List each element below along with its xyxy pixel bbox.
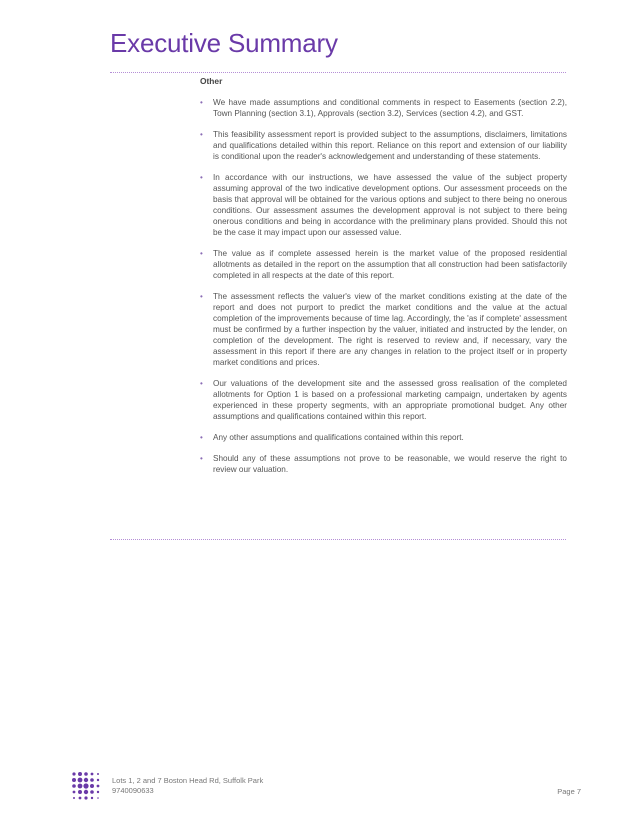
bullet-text: Our valuations of the development site and the assessed gross realisation of the completed allotments for Option 1 is based on a professional marketing campaign, undertaken by agents experienced in these property segments, with an appropriate promotional budget. Any other assumptions and qualifications contained within this report. — [213, 379, 567, 421]
bullet-text: In accordance with our instructions, we have assessed the value of the subject property assuming approval of the two indicative development options. Our assessment proceeds on the basis that approval will be obtained for the various options and subject to there being no onerous conditions. Our assessment assumes the development approval is not subject to there being onerous conditions and being in accordance with the preliminary plans provided. Should this not be the case it may impact upon our assessed value. — [213, 173, 567, 237]
page-title: Executive Summary — [110, 28, 338, 58]
list-item — [200, 129, 567, 162]
bullet-icon: • — [200, 292, 203, 301]
list-item — [200, 291, 567, 368]
footer-info — [112, 776, 263, 795]
other-section — [200, 76, 567, 485]
list-item — [200, 248, 567, 281]
top-divider — [110, 72, 566, 73]
section-heading: Other — [200, 76, 223, 86]
bullet-icon: • — [200, 249, 203, 258]
bullet-icon: • — [200, 130, 203, 139]
list-item — [200, 453, 567, 475]
bullet-icon: • — [200, 454, 203, 463]
page-number: Page 7 — [557, 787, 581, 796]
bullet-icon: • — [200, 433, 203, 442]
dot-grid-logo-icon — [70, 770, 102, 802]
bullet-icon: • — [200, 173, 203, 182]
footer-reference: 9740090633 — [112, 785, 154, 795]
bullet-text: The assessment reflects the valuer's view of the market conditions existing at the date of the report and does not purport to predict the market conditions and the value at the actual completion of the improvements because of time lag. Accordingly, the 'as if complete' assessment must be confirmed by a further inspection by the valuer, initiated and instructed by the lender, on completion of the development. The right is reserved to review and, if necessary, vary the assessment in this report if there are any changes in relation to the project itself or in property market conditions and prices. — [213, 292, 567, 367]
bullet-list — [200, 97, 567, 475]
bullet-text: Any other assumptions and qualifications contained within this report. — [213, 433, 464, 442]
list-item — [200, 172, 567, 238]
bullet-icon: • — [200, 379, 203, 388]
bottom-divider — [110, 539, 566, 540]
bullet-text: We have made assumptions and conditional comments in respect to Easements (section 2.2), Town Planning (section 3.1), Approvals (section 3.2), Services (section 4.2), and GST. — [213, 98, 567, 118]
bullet-text: The value as if complete assessed herein is the market value of the proposed residential allotments as detailed in the report on the assumption that all construction had been satisfactorily completed in all respects at the date of this report. — [213, 249, 567, 280]
list-item — [200, 378, 567, 422]
bullet-text: This feasibility assessment report is provided subject to the assumptions, disclaimers, limitations and qualifications detailed within this report. Reliance on this report and extension of our liability is conditional upon the reader's acknowledgement and understanding of these statements. — [213, 130, 567, 161]
bullet-icon: • — [200, 98, 203, 107]
list-item — [200, 432, 567, 443]
bullet-text: Should any of these assumptions not prove to be reasonable, we would reserve the right to review our valuation. — [213, 454, 567, 474]
footer-address: Lots 1, 2 and 7 Boston Head Rd, Suffolk Park — [112, 776, 264, 785]
list-item — [200, 97, 567, 119]
